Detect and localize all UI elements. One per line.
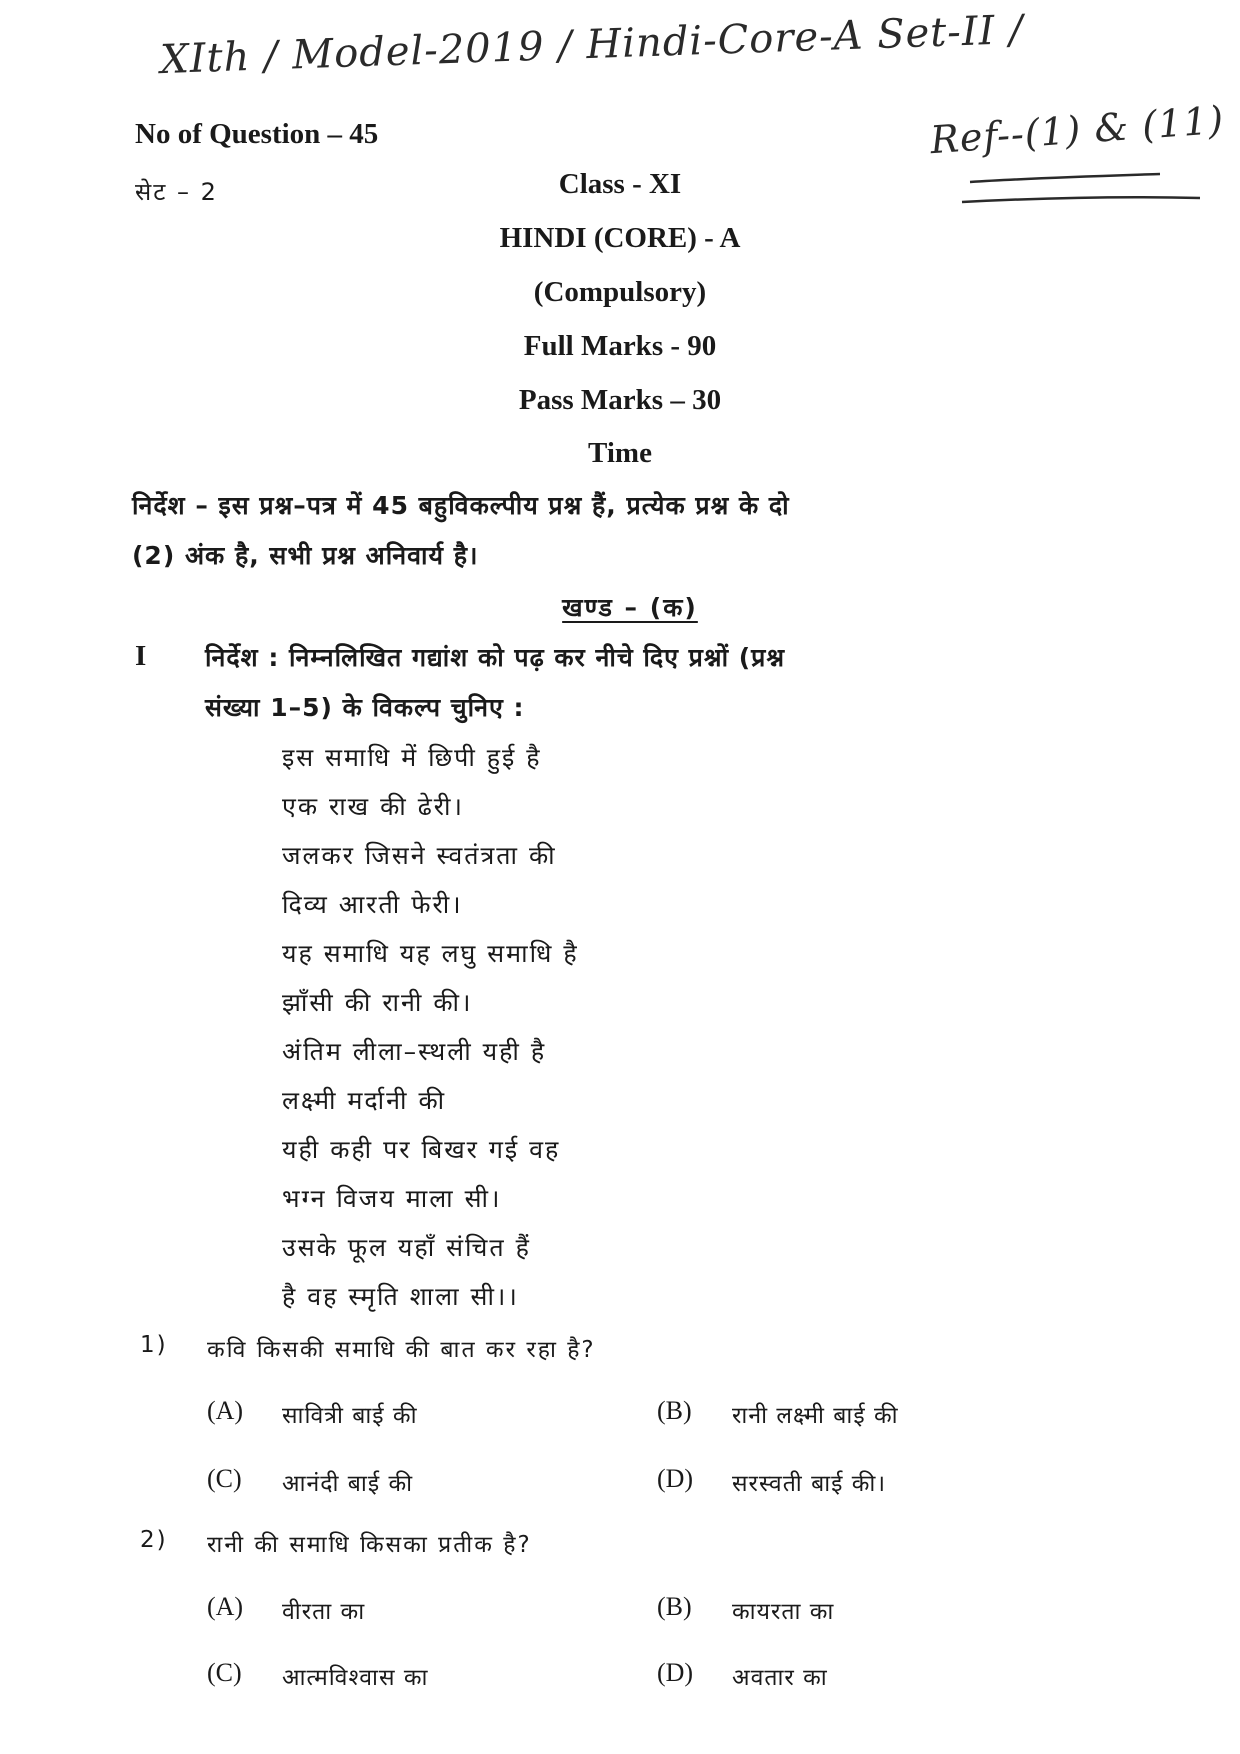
number-of-questions: No of Question – 45 — [135, 118, 379, 150]
poem-line: यह समाधि यह लघु समाधि है — [282, 939, 579, 968]
set-label: सेट – 2 — [135, 178, 218, 206]
section-instruction-line1: निर्देश : निम्नलिखित गद्यांश को पढ़ कर नीचे दिए प्रश्नों (प्रश्न — [205, 643, 786, 672]
option-label: (D) — [657, 1658, 694, 1687]
poem-line: लक्ष्मी मर्दानी की — [282, 1086, 447, 1115]
compulsory-label: (Compulsory) — [533, 276, 707, 308]
poem-line: उसके फूल यहाँ संचित हैं — [282, 1233, 531, 1262]
question-text: कवि किसकी समाधि की बात कर रहा है? — [207, 1337, 596, 1363]
subject-title: HINDI (CORE) - A — [499, 222, 741, 254]
section-instruction-line2: संख्या 1–5) के विकल्प चुनिए : — [205, 693, 525, 722]
general-instruction-line2: (2) अंक है, सभी प्रश्न अनिवार्य है। — [132, 541, 479, 570]
option-label: (D) — [657, 1464, 694, 1493]
poem-line: दिव्य आरती फेरी। — [282, 890, 463, 919]
option-label: (B) — [657, 1592, 692, 1621]
option-text: रानी लक्ष्मी बाई की — [732, 1403, 899, 1429]
poem-line: यही कही पर बिखर गई वह — [282, 1135, 561, 1164]
poem-line: एक राख की ढेरी। — [282, 792, 464, 821]
option-text: आत्मविश्वास का — [282, 1665, 429, 1691]
question-text: रानी की समाधि किसका प्रतीक है? — [207, 1532, 532, 1558]
handwritten-top-note: XIth / Model-2019 / Hindi-Core-A Set-II / — [159, 6, 1025, 84]
option-label: (C) — [207, 1464, 242, 1493]
poem-line: है वह स्मृति शाला सी।। — [282, 1282, 519, 1311]
poem-line: झाँसी की रानी की। — [282, 988, 473, 1017]
option-text: सावित्री बाई की — [282, 1403, 418, 1429]
poem-line: अंतिम लीला–स्थली यही है — [282, 1037, 547, 1066]
handwritten-ref-note: Ref--(1) & (11) — [928, 97, 1226, 163]
question-number: 1) — [140, 1332, 168, 1358]
option-text: वीरता का — [282, 1599, 366, 1625]
option-label: (B) — [657, 1396, 692, 1425]
option-label: (A) — [207, 1592, 244, 1621]
option-text: अवतार का — [732, 1665, 828, 1691]
full-marks: Full Marks - 90 — [523, 330, 717, 362]
option-text: आनंदी बाई की — [282, 1471, 414, 1497]
question-number: 2) — [140, 1527, 168, 1553]
class-label: Class - XI — [558, 168, 682, 200]
section-title: खण्ड – (क) — [562, 593, 698, 622]
time-label: Time — [588, 437, 652, 469]
section-roman-numeral: I — [135, 640, 147, 672]
poem-line: भग्न विजय माला सी। — [282, 1184, 502, 1213]
option-text: कायरता का — [732, 1599, 835, 1625]
poem-line: इस समाधि में छिपी हुई है — [282, 743, 542, 772]
option-label: (A) — [207, 1396, 244, 1425]
poem-line: जलकर जिसने स्वतंत्रता की — [282, 841, 557, 870]
option-text: सरस्वती बाई की। — [732, 1471, 887, 1497]
general-instruction-line1: निर्देश – इस प्रश्न–पत्र में 45 बहुविकल्पीय प्रश्न हैं, प्रत्येक प्रश्न के दो — [132, 491, 790, 520]
pass-marks: Pass Marks – 30 — [518, 384, 722, 416]
option-label: (C) — [207, 1658, 242, 1687]
